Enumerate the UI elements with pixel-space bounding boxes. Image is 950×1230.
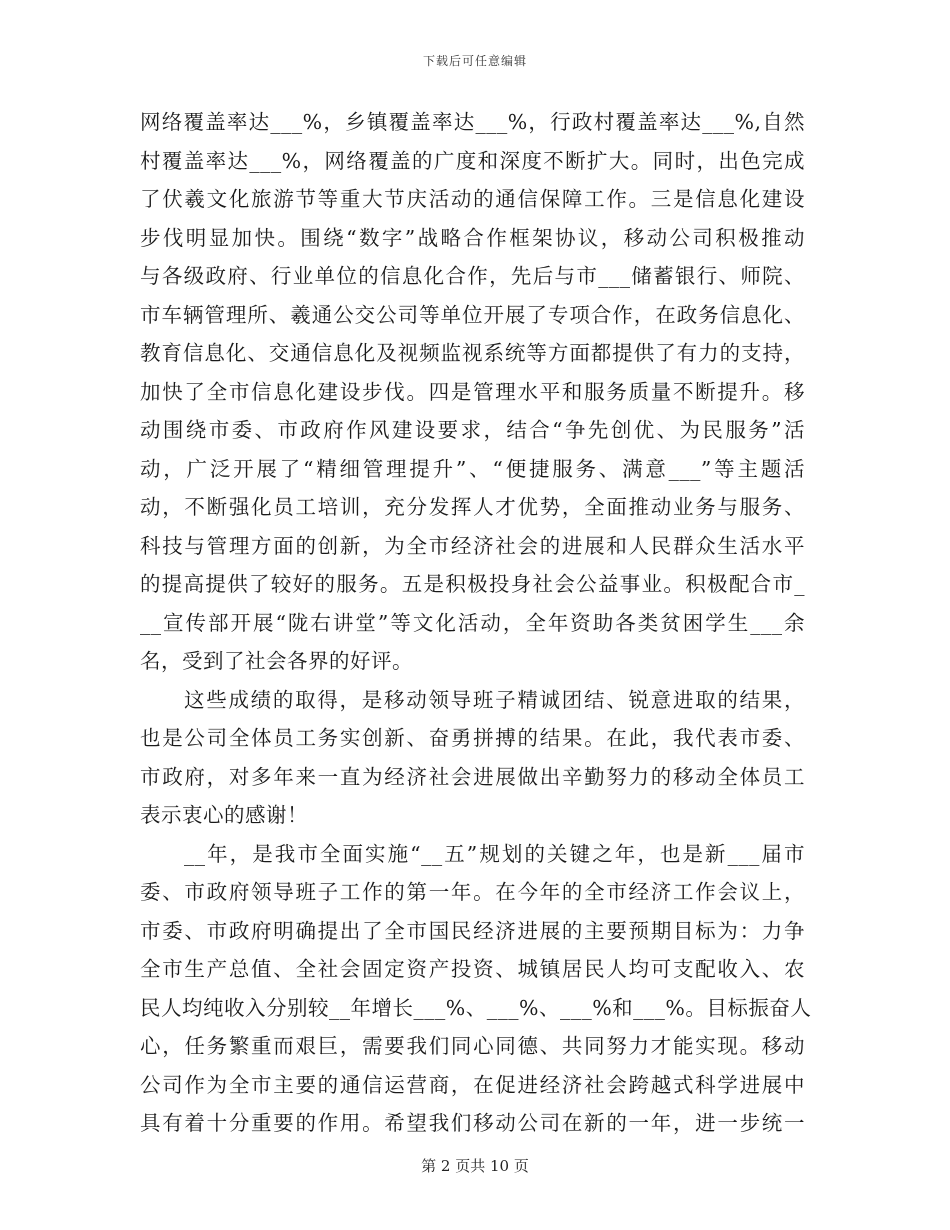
text-line: 科技与管理方面的创新，为全市经济社会的进展和人民群众生活水平 <box>140 533 805 558</box>
text-line: 与各级政府、行业单位的信息化合作，先后与市___储蓄银行、师院、 <box>140 264 805 288</box>
text-line: __年，是我市全面实施“__五”规划的关键之年，也是新___届市 <box>184 841 805 866</box>
page-header: 下载后可任意编辑 <box>422 54 527 68</box>
text-line: 公司作为全市主要的通信运营商，在促进经济社会跨越式科学进展中 <box>140 1072 805 1097</box>
page-number: 第 2 页共 10 页 <box>421 1157 529 1175</box>
text-line: 步伐明显加快。围绕“数字”战略合作框架协议，移动公司积极推动 <box>140 225 805 250</box>
text-line: 动围绕市委、市政府作风建设要求，结合“争先创优、为民服务”活 <box>140 418 805 442</box>
text-line: 动，广泛开展了“精细管理提升”、“便捷服务、满意___”等主题活 <box>140 456 805 481</box>
text-line: 了伏羲文化旅游节等重大节庆活动的通信保障工作。三是信息化建设 <box>140 187 805 211</box>
text-line: 表示衷心的感谢！ <box>140 803 308 827</box>
text-line: 委、市政府领导班子工作的第一年。在今年的全市经济工作会议上， <box>140 880 805 904</box>
text-line: 网络覆盖率达___%，乡镇覆盖率达___%，行政村覆盖率达___%,自然 <box>140 110 805 134</box>
text-line: 动，不断强化员工培训，充分发挥人才优势，全面推动业务与服务、 <box>140 495 805 519</box>
text-line: 全市生产总值、全社会固定资产投资、城镇居民人均可支配收入、农 <box>140 957 805 981</box>
text-line: 名，受到了社会各界的好评。 <box>140 649 413 673</box>
text-line: 市政府，对多年来一直为经济社会进展做出辛勤努力的移动全体员工 <box>140 764 805 789</box>
text-line: __宣传部开展“陇右讲堂”等文化活动，全年资助各类贫困学生___余 <box>140 610 805 635</box>
text-line: 这些成绩的取得，是移动领导班子精诚团结、锐意进取的结果， <box>184 687 805 712</box>
paragraph <box>140 835 812 1143</box>
document-body <box>140 103 812 1143</box>
paragraph <box>140 681 805 835</box>
text-line: 教育信息化、交通信息化及视频监视系统等方面都提供了有力的支持， <box>140 341 805 365</box>
text-line: 市委、市政府明确提出了全市国民经济进展的主要预期目标为：力争 <box>140 918 805 943</box>
text-line: 民人均纯收入分别较__年增长___%、___%、___%和___%。目标振奋人 <box>140 995 812 1020</box>
text-line: 心，任务繁重而艰巨，需要我们同心同德、共同努力才能实现。移动 <box>140 1034 805 1058</box>
text-line: 市车辆管理所、羲通公交公司等单位开展了专项合作，在政务信息化、 <box>140 302 805 327</box>
text-line: 村覆盖率达___%，网络覆盖的广度和深度不断扩大。同时，出色完成 <box>140 148 805 173</box>
text-line: 也是公司全体员工务实创新、奋勇拼搏的结果。在此，我代表市委、 <box>140 726 805 750</box>
paragraph <box>140 103 805 681</box>
text-line: 具有着十分重要的作用。希望我们移动公司在新的一年，进一步统一 <box>140 1111 805 1135</box>
text-line: 的提高提供了较好的服务。五是积极投身社会公益事业。积极配合市_ <box>140 572 805 596</box>
text-line: 加快了全市信息化建设步伐。四是管理水平和服务质量不断提升。移 <box>140 379 805 404</box>
